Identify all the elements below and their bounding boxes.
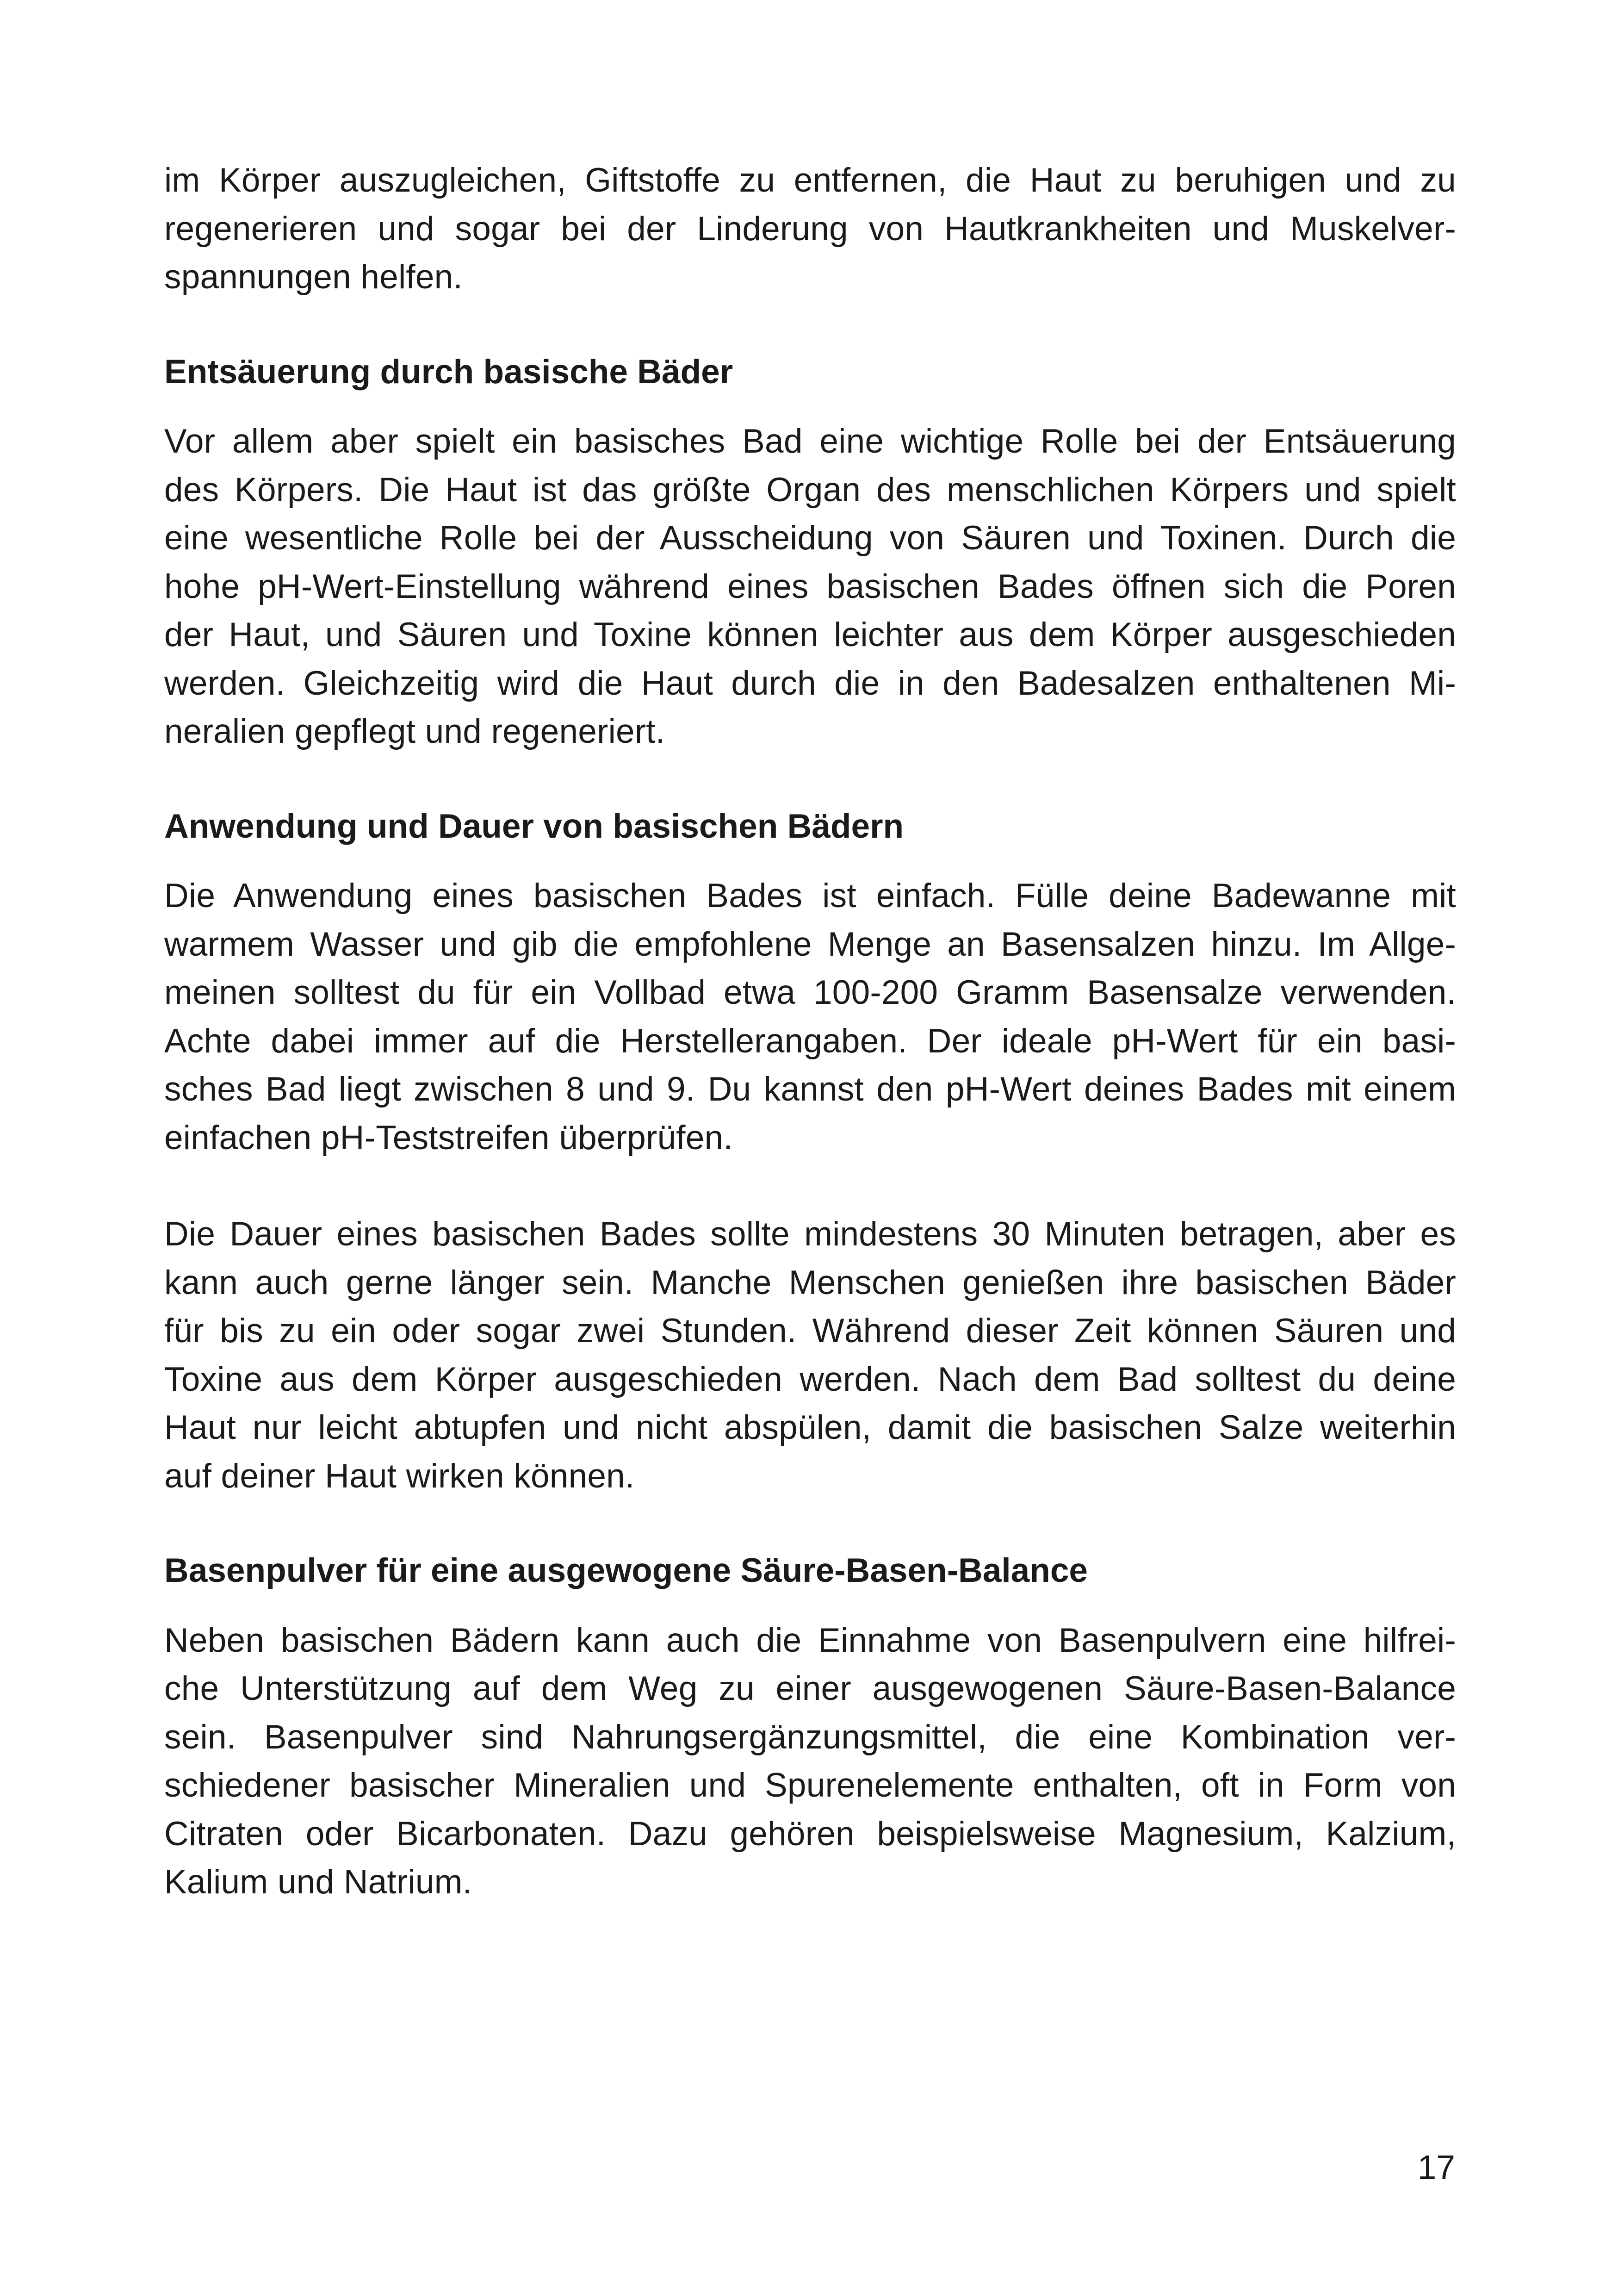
text-line: meinen solltest du für ein Vollbad etwa 100-200 Gramm Basensalze verwenden. xyxy=(164,974,1456,1011)
text-line: warmem Wasser und gib die empfohlene Menge an Basensalzen hinzu. Im Allge- xyxy=(164,925,1456,963)
text-line: im Körper auszugleichen, Giftstoffe zu entfernen, die Haut zu beruhigen und zu xyxy=(164,162,1456,199)
text-line: des Körpers. Die Haut ist das größte Organ des menschlichen Körpers und spielt xyxy=(164,471,1456,509)
text-line: Die Dauer eines basischen Bades sollte mindestens 30 Minuten betragen, aber es xyxy=(164,1215,1456,1253)
paragraph xyxy=(164,1210,1456,1500)
text-line: Haut nur leicht abtupfen und nicht abspülen, damit die basischen Salze weiterhin xyxy=(164,1409,1456,1446)
text-line: der Haut, und Säuren und Toxine können leichter aus dem Körper ausgeschieden xyxy=(164,616,1456,653)
text-line: spannungen helfen. xyxy=(164,258,463,296)
text-line: Neben basischen Bädern kann auch die Einnahme von Basenpulvern eine hilfrei- xyxy=(164,1621,1456,1659)
paragraph xyxy=(164,872,1456,1162)
section-basenpulver xyxy=(164,1547,1456,1907)
section-heading: Anwendung und Dauer von basischen Bädern xyxy=(164,807,904,845)
text-line: Citraten oder Bicarbonaten. Dazu gehören beispielsweise Magnesium, Kalzium, xyxy=(164,1815,1456,1853)
text-line: regenerieren und sogar bei der Linderung von Hautkrankheiten und Muskelver- xyxy=(164,210,1456,248)
text-line: Achte dabei immer auf die Herstellerangaben. Der ideale pH-Wert für ein basi- xyxy=(164,1022,1456,1060)
page-body xyxy=(164,156,1456,1907)
page-number: 17 xyxy=(1417,2149,1455,2186)
text-line: kann auch gerne länger sein. Manche Menschen genießen ihre basischen Bäder xyxy=(164,1263,1456,1301)
text-line: Toxine aus dem Körper ausgeschieden werden. Nach dem Bad solltest du deine xyxy=(164,1360,1456,1398)
section-anwendung xyxy=(164,803,1456,1501)
text-line: schiedener basischer Mineralien und Spurenelemente enthalten, oft in Form von xyxy=(164,1767,1456,1804)
text-line: che Unterstützung auf dem Weg zu einer ausgewogenen Säure-Basen-Balance xyxy=(164,1670,1456,1707)
text-line: Kalium und Natrium. xyxy=(164,1863,472,1901)
text-line: sches Bad liegt zwischen 8 und 9. Du kannst den pH-Wert deines Bades mit einem xyxy=(164,1070,1456,1108)
text-line: neralien gepflegt und regeneriert. xyxy=(164,713,665,750)
paragraph-intro xyxy=(164,156,1456,302)
section-heading: Entsäuerung durch basische Bäder xyxy=(164,353,733,391)
section-heading: Basenpulver für eine ausgewogene Säure-Basen-Balance xyxy=(164,1552,1088,1589)
text-line: Vor allem aber spielt ein basisches Bad eine wichtige Rolle bei der Entsäuerung xyxy=(164,423,1456,460)
paragraph-gap xyxy=(164,1162,1456,1210)
text-line: Die Anwendung eines basischen Bades ist einfach. Fülle deine Badewanne mit xyxy=(164,877,1456,915)
text-line: werden. Gleichzeitig wird die Haut durch die in den Badesalzen enthaltenen Mi- xyxy=(164,664,1456,702)
text-line: für bis zu ein oder sogar zwei Stunden. Während dieser Zeit können Säuren und xyxy=(164,1312,1456,1350)
text-line: hohe pH-Wert-Einstellung während eines basischen Bades öffnen sich die Poren xyxy=(164,567,1456,605)
section-entsaeuerung xyxy=(164,348,1456,756)
text-line: sein. Basenpulver sind Nahrungsergänzungsmittel, die eine Kombination ver- xyxy=(164,1718,1456,1756)
text-line: einfachen pH-Teststreifen überprüfen. xyxy=(164,1119,733,1157)
text-line: eine wesentliche Rolle bei der Ausscheidung von Säuren und Toxinen. Durch die xyxy=(164,519,1456,557)
text-line: auf deiner Haut wirken können. xyxy=(164,1457,635,1495)
